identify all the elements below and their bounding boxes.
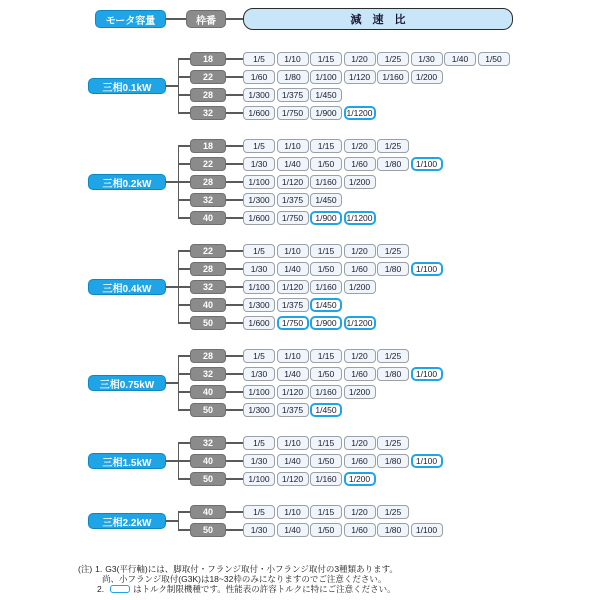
connector-line <box>226 511 243 513</box>
ratio-box-torque-limited: 1/450 <box>310 298 342 312</box>
ratio-box: 1/80 <box>377 367 409 381</box>
frame-number-box: 32 <box>190 280 226 294</box>
ratio-box: 1/10 <box>277 436 309 450</box>
connector-line <box>166 286 178 288</box>
torque-limited-legend-swatch <box>110 585 130 593</box>
ratio-box: 1/450 <box>310 88 342 102</box>
connector-line <box>166 460 178 462</box>
motor-group <box>88 242 600 332</box>
ratio-box: 1/160 <box>310 280 342 294</box>
ratio-box-torque-limited: 1/1200 <box>344 211 376 225</box>
connector-line <box>226 94 243 96</box>
connector-line <box>178 250 190 252</box>
frame-number-box: 32 <box>190 106 226 120</box>
connector-line <box>178 268 190 270</box>
ratio-box: 1/20 <box>344 139 376 153</box>
connector-line <box>178 112 190 114</box>
ratio-box: 1/15 <box>310 244 342 258</box>
ratio-box: 1/450 <box>310 193 342 207</box>
ratio-box: 1/50 <box>310 262 342 276</box>
frame-number-box: 32 <box>190 193 226 207</box>
ratio-box: 1/5 <box>243 244 275 258</box>
ratio-box: 1/200 <box>344 175 376 189</box>
frame-number-box: 28 <box>190 175 226 189</box>
frame-row <box>178 68 511 86</box>
ratio-box: 1/30 <box>243 262 275 276</box>
frame-number-box: 28 <box>190 88 226 102</box>
ratio-box-torque-limited: 1/200 <box>344 472 376 486</box>
ratio-box: 1/25 <box>377 52 409 66</box>
ratio-box: 1/300 <box>243 298 275 312</box>
connector-line <box>178 322 190 324</box>
frame-number-box: 28 <box>190 349 226 363</box>
motor-capacity-label: 三相0.75kW <box>88 375 166 391</box>
ratio-box: 1/15 <box>310 139 342 153</box>
connector-line <box>166 18 186 20</box>
motor-groups-container <box>88 50 600 539</box>
connector-line <box>178 511 190 513</box>
frame-rows <box>178 50 511 122</box>
motor-group <box>88 50 600 122</box>
connector-line <box>226 145 243 147</box>
ratio-box: 1/20 <box>344 349 376 363</box>
frame-row <box>178 260 444 278</box>
frame-number-box: 22 <box>190 157 226 171</box>
ratio-box-torque-limited: 1/750 <box>277 316 309 330</box>
ratio-box: 1/25 <box>377 349 409 363</box>
ratio-box: 1/80 <box>377 523 409 537</box>
ratio-box-torque-limited: 1/900 <box>310 316 342 330</box>
ratio-box: 1/160 <box>310 385 342 399</box>
ratio-box: 1/100 <box>243 280 275 294</box>
note-prefix: (注) <box>78 564 93 574</box>
ratio-box: 1/60 <box>344 262 376 276</box>
ratio-box: 1/200 <box>411 70 443 84</box>
frame-row <box>178 347 444 365</box>
connector-line <box>178 145 190 147</box>
ratio-box: 1/30 <box>243 523 275 537</box>
ratio-box: 1/100 <box>310 70 342 84</box>
frame-number-box: 18 <box>190 139 226 153</box>
ratio-box: 1/100 <box>243 385 275 399</box>
ratio-box-torque-limited: 1/900 <box>310 211 342 225</box>
ratio-box: 1/20 <box>344 436 376 450</box>
connector-line <box>226 322 243 324</box>
frame-rows <box>178 242 444 332</box>
ratio-box: 1/10 <box>277 505 309 519</box>
connector-line <box>178 163 190 165</box>
connector-line <box>226 217 243 219</box>
frame-row <box>178 86 511 104</box>
motor-group <box>88 434 600 488</box>
connector-line <box>226 478 243 480</box>
motor-group <box>88 503 600 539</box>
connector-line <box>178 181 190 183</box>
frame-row <box>178 296 444 314</box>
connector-line <box>178 355 190 357</box>
frame-row <box>178 242 444 260</box>
connector-line <box>178 409 190 411</box>
ratio-box: 1/375 <box>277 298 309 312</box>
ratio-box: 1/80 <box>277 70 309 84</box>
connector-line <box>226 529 243 531</box>
ratio-box: 1/30 <box>243 454 275 468</box>
ratio-box: 1/375 <box>277 403 309 417</box>
connector-line <box>226 163 243 165</box>
ratio-box: 1/5 <box>243 505 275 519</box>
ratio-box: 1/20 <box>344 505 376 519</box>
ratio-box: 1/10 <box>277 139 309 153</box>
ratio-box: 1/10 <box>277 349 309 363</box>
ratio-box: 1/25 <box>377 436 409 450</box>
ratio-box: 1/40 <box>277 262 309 276</box>
ratio-box: 1/30 <box>243 157 275 171</box>
frame-rows <box>178 347 444 419</box>
connector-line <box>178 529 190 531</box>
ratio-box: 1/600 <box>243 316 275 330</box>
ratio-box: 1/160 <box>377 70 409 84</box>
connector-line <box>178 217 190 219</box>
connector-line <box>178 94 190 96</box>
ratio-box: 1/5 <box>243 52 275 66</box>
ratio-box: 1/10 <box>277 244 309 258</box>
ratio-box: 1/80 <box>377 262 409 276</box>
ratio-box: 1/750 <box>277 211 309 225</box>
frame-row <box>178 401 444 419</box>
note-1-number: 1. <box>95 564 103 574</box>
frame-number-box: 50 <box>190 472 226 486</box>
connector-line <box>166 181 178 183</box>
connector-line <box>226 112 243 114</box>
ratio-box-torque-limited: 1/100 <box>411 367 443 381</box>
connector-line <box>226 355 243 357</box>
ratio-box: 1/60 <box>344 454 376 468</box>
connector-line <box>166 382 178 384</box>
ratio-box: 1/50 <box>310 454 342 468</box>
ratio-box: 1/120 <box>277 280 309 294</box>
note-line-3 <box>78 584 600 594</box>
frame-number-box: 32 <box>190 436 226 450</box>
ratio-box-torque-limited: 1/450 <box>310 403 342 417</box>
ratio-box: 1/25 <box>377 139 409 153</box>
frame-number-box: 40 <box>190 298 226 312</box>
reduction-ratio-header: 減 速 比 <box>243 8 513 30</box>
ratio-box-torque-limited: 1/100 <box>411 454 443 468</box>
frame-number-box: 50 <box>190 316 226 330</box>
ratio-box: 1/120 <box>277 472 309 486</box>
ratio-box: 1/80 <box>377 157 409 171</box>
note-2-text: はトルク制限機種です。性能表の許容トルクに特にご注意ください。 <box>133 584 396 594</box>
connector-line <box>178 286 190 288</box>
ratio-box: 1/120 <box>277 175 309 189</box>
ratio-box: 1/50 <box>478 52 510 66</box>
ratio-box: 1/40 <box>277 157 309 171</box>
motor-group <box>88 347 600 419</box>
frame-rows <box>178 137 444 227</box>
ratio-box: 1/100 <box>243 472 275 486</box>
ratio-box: 1/60 <box>344 523 376 537</box>
ratio-box: 1/25 <box>377 505 409 519</box>
motor-capacity-label: 三相0.1kW <box>88 78 166 94</box>
ratio-box: 1/20 <box>344 244 376 258</box>
ratio-box: 1/40 <box>277 367 309 381</box>
frame-row <box>178 137 444 155</box>
frame-rows <box>178 503 444 539</box>
ratio-box: 1/50 <box>310 157 342 171</box>
frame-row <box>178 155 444 173</box>
connector-line <box>226 181 243 183</box>
connector-line <box>178 478 190 480</box>
ratio-box: 1/5 <box>243 349 275 363</box>
frame-row <box>178 278 444 296</box>
frame-number-box: 22 <box>190 70 226 84</box>
motor-capacity-header: モータ容量 <box>95 10 166 28</box>
ratio-box-torque-limited: 1/100 <box>411 157 443 171</box>
connector-line <box>178 442 190 444</box>
note-1-text-continued: 尚、小フランジ取付(G3K)は18~32枠のみになりますのでご注意ください。 <box>102 574 387 584</box>
connector-line <box>226 373 243 375</box>
ratio-box: 1/600 <box>243 211 275 225</box>
motor-capacity-label: 三相1.5kW <box>88 453 166 469</box>
connector-line <box>226 460 243 462</box>
frame-row <box>178 503 444 521</box>
ratio-box: 1/40 <box>277 523 309 537</box>
motor-capacity-label: 三相0.2kW <box>88 174 166 190</box>
note-line-1 <box>78 564 600 574</box>
ratio-box: 1/900 <box>310 106 342 120</box>
ratio-box: 1/160 <box>310 472 342 486</box>
frame-number-box: 18 <box>190 52 226 66</box>
ratio-box: 1/25 <box>377 244 409 258</box>
ratio-box: 1/200 <box>344 385 376 399</box>
connector-line <box>226 442 243 444</box>
ratio-box: 1/300 <box>243 403 275 417</box>
ratio-box: 1/300 <box>243 88 275 102</box>
frame-row <box>178 365 444 383</box>
ratio-box: 1/15 <box>310 436 342 450</box>
connector-line <box>178 373 190 375</box>
frame-row <box>178 314 444 332</box>
ratio-box-torque-limited: 1/100 <box>411 262 443 276</box>
frame-number-box: 40 <box>190 211 226 225</box>
connector-line <box>226 76 243 78</box>
connector-line <box>226 58 243 60</box>
frame-number-box: 40 <box>190 454 226 468</box>
note-line-2 <box>78 574 600 584</box>
ratio-box: 1/60 <box>243 70 275 84</box>
frame-row <box>178 452 444 470</box>
ratio-box: 1/100 <box>411 523 443 537</box>
frame-number-box: 40 <box>190 505 226 519</box>
frame-row <box>178 434 444 452</box>
ratio-box: 1/60 <box>344 157 376 171</box>
frame-number-box: 22 <box>190 244 226 258</box>
connector-line <box>226 391 243 393</box>
connector-line <box>226 199 243 201</box>
frame-row <box>178 173 444 191</box>
frame-number-box: 50 <box>190 403 226 417</box>
frame-row <box>178 470 444 488</box>
connector-line <box>226 250 243 252</box>
frame-row <box>178 209 444 227</box>
ratio-box: 1/10 <box>277 52 309 66</box>
ratio-box: 1/15 <box>310 505 342 519</box>
frame-number-box: 28 <box>190 262 226 276</box>
ratio-box: 1/160 <box>310 175 342 189</box>
ratio-box: 1/60 <box>344 367 376 381</box>
ratio-box: 1/15 <box>310 52 342 66</box>
motor-capacity-label: 三相0.4kW <box>88 279 166 295</box>
connector-line <box>178 58 190 60</box>
ratio-box: 1/30 <box>411 52 443 66</box>
connector-line <box>178 76 190 78</box>
connector-line <box>178 391 190 393</box>
ratio-box-torque-limited: 1/1200 <box>344 106 376 120</box>
motor-group <box>88 137 600 227</box>
connector-line <box>226 18 243 20</box>
connector-line <box>178 460 190 462</box>
notes <box>78 564 600 594</box>
ratio-box: 1/200 <box>344 280 376 294</box>
connector-line <box>226 409 243 411</box>
note-1-text: G3(平行軸)には、脚取付・フランジ取付・小フランジ取付の3種類あります。 <box>105 564 398 574</box>
frame-row <box>178 191 444 209</box>
ratio-box: 1/50 <box>310 523 342 537</box>
connector-line <box>226 304 243 306</box>
connector-line <box>178 199 190 201</box>
frame-row <box>178 104 511 122</box>
connector-line <box>226 286 243 288</box>
ratio-box: 1/20 <box>344 52 376 66</box>
note-2-number: 2. <box>97 584 105 594</box>
frame-row <box>178 50 511 68</box>
ratio-box: 1/750 <box>277 106 309 120</box>
ratio-box: 1/600 <box>243 106 275 120</box>
frame-number-box: 32 <box>190 367 226 381</box>
frame-row <box>178 521 444 539</box>
ratio-box-torque-limited: 1/1200 <box>344 316 376 330</box>
connector-line <box>166 85 178 87</box>
ratio-box: 1/5 <box>243 436 275 450</box>
ratio-box: 1/375 <box>277 193 309 207</box>
ratio-box: 1/40 <box>444 52 476 66</box>
ratio-box: 1/120 <box>277 385 309 399</box>
frame-number-header: 枠番 <box>186 10 226 28</box>
connector-line <box>166 520 178 522</box>
ratio-box: 1/5 <box>243 139 275 153</box>
ratio-box: 1/40 <box>277 454 309 468</box>
ratio-box: 1/50 <box>310 367 342 381</box>
frame-number-box: 40 <box>190 385 226 399</box>
ratio-box: 1/300 <box>243 193 275 207</box>
ratio-box: 1/15 <box>310 349 342 363</box>
ratio-box: 1/375 <box>277 88 309 102</box>
ratio-box: 1/30 <box>243 367 275 381</box>
chart-header <box>95 8 600 30</box>
ratio-box: 1/120 <box>344 70 376 84</box>
connector-line <box>178 304 190 306</box>
frame-number-box: 50 <box>190 523 226 537</box>
frame-row <box>178 383 444 401</box>
motor-capacity-label: 三相2.2kW <box>88 513 166 529</box>
ratio-box: 1/80 <box>377 454 409 468</box>
connector-line <box>226 268 243 270</box>
frame-rows <box>178 434 444 488</box>
ratio-box: 1/100 <box>243 175 275 189</box>
